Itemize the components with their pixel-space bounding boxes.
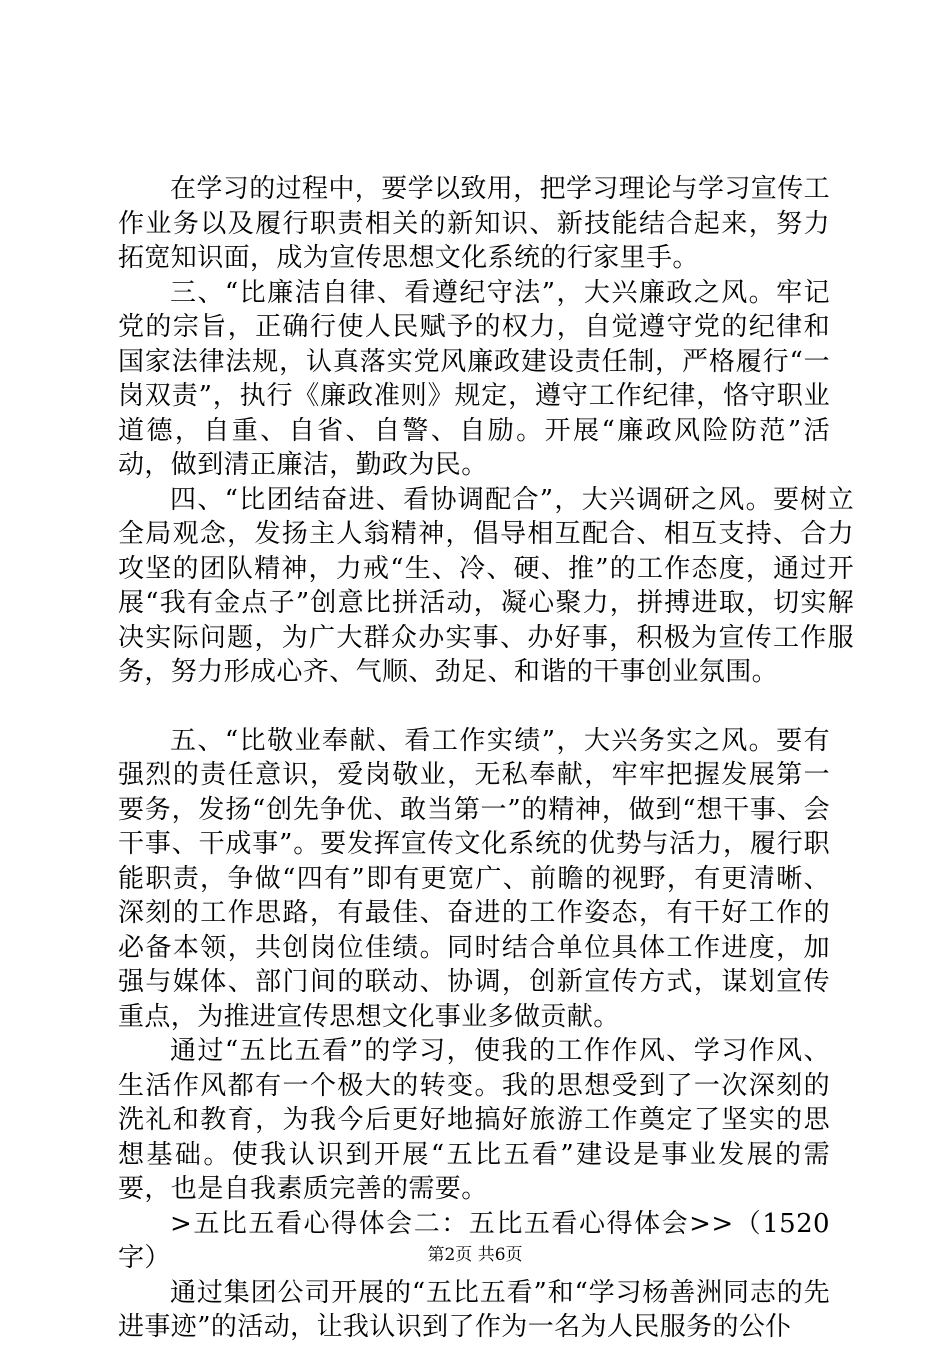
page-number-footer: 第2页 共6页 xyxy=(427,1245,523,1265)
paragraph-study-application: 在学习的过程中，要学以致用，把学习理论与学习宣传工作业务以及履行职责相关的新知识、新技能结合起来，努力拓宽知识面，成为宣传思想文化系统的行家里手。 xyxy=(118,174,831,273)
paragraph-integrity: 三、“比廉洁自律、看遵纪守法”，大兴廉政之风。牢记党的宗旨，正确行使人民赋予的权力，自觉遵守党的纪律和国家法律法规，认真落实党风廉政建设责任制，严格履行“一岗双责”，执行《廉政准则》规定，遵守工作纪律，恪守职业道德，自重、自省、自警、自励。开展“廉政风险防范”活动，做到清正廉洁，勤政为民。 xyxy=(118,277,830,480)
paragraph-part-two-intro: 通过集团公司开展的“五比五看”和“学习杨善洲同志的先进事迹”的活动，让我认识到了作为一名为人民服务的公仆 xyxy=(118,1277,830,1342)
paragraph-dedication: 五、“比敬业奉献、看工作实绩”，大兴务实之风。要有强烈的责任意识，爱岗敬业，无私奉献，牢牢把握发展第一要务，发扬“创先争优、敢当第一”的精神，做到“想干事、会干事、干成事”。要发挥宣传文化系统的优势与活力，履行职能职责，争做“四有”即有更宽广、前瞻的视野，有更清晰、深刻的工作思路，有最佳、奋进的工作姿态，有干好工作的必备本领，共创岗位佳绩。同时结合单位具体工作进度，加强与媒体、部门间的联动、协调，创新宣传方式，谋划宣传重点，为推进宣传思想文化事业多做贡献。 xyxy=(118,725,830,1032)
paragraph-unity: 四、“比团结奋进、看协调配合”，大兴调研之风。要树立全局观念，发扬主人翁精神，倡导相互配合、相互支持、合力攻坚的团队精神，力戒“生、冷、硬、推”的工作态度，通过开展“我有金点子”创意比拼活动，凝心聚力，拼搏进取，切实解决实际问题，为广大群众办实事、办好事，积极为宣传工作服务，努力形成心齐、气顺、劲足、和谐的干事创业氛围。 xyxy=(118,484,854,687)
document-body xyxy=(118,172,854,1345)
section-heading-part-two: >五比五看心得体会二：五比五看心得体会>>（1520字） xyxy=(118,1208,830,1273)
paragraph-summary: 通过“五比五看”的学习，使我的工作作风、学习作风、生活作风都有一个极大的转变。我的思想受到了一次深刻的洗礼和教育，为我今后更好地搞好旅游工作奠定了坚实的思想基础。使我认识到开展“五比五看”建设是事业发展的需要，也是自我素质完善的需要。 xyxy=(118,1036,830,1204)
